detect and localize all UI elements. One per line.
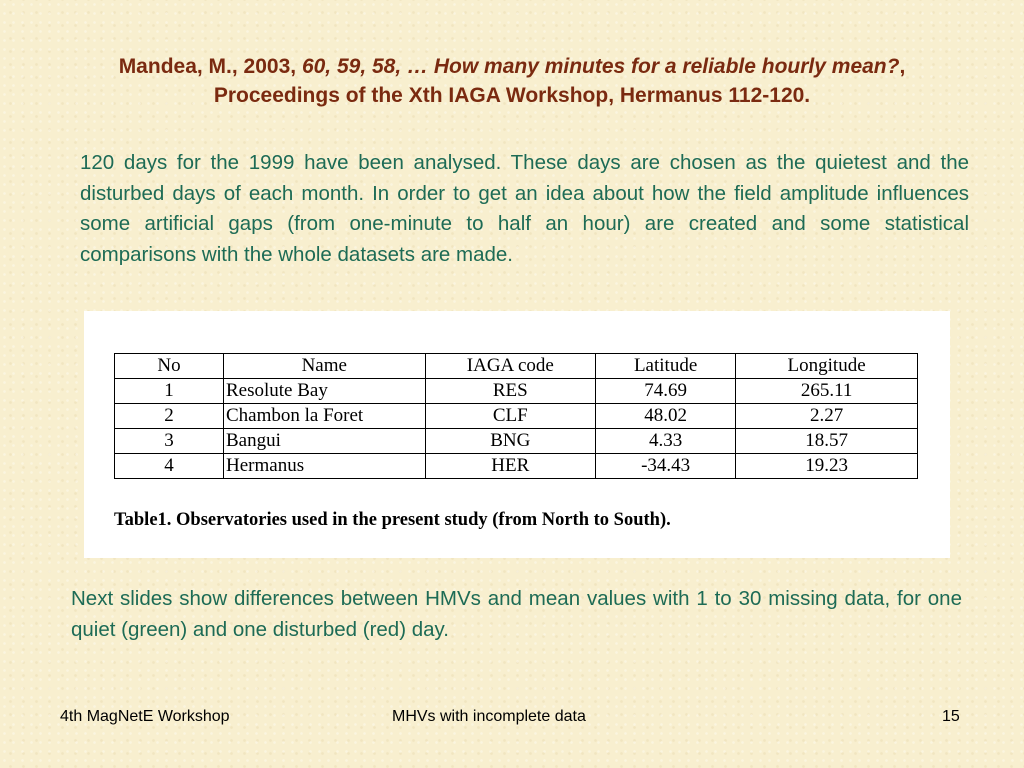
title-suffix: , [899, 55, 906, 78]
footer-page-number: 15 [942, 708, 960, 725]
table-row [115, 429, 918, 454]
cell-latitude: 74.69 [596, 379, 736, 404]
footer-workshop: 4th MagNetE Workshop [60, 708, 230, 725]
header-iaga-code: IAGA code [425, 354, 596, 379]
cell-latitude: 48.02 [596, 404, 736, 429]
cell-iaga-code: RES [425, 379, 596, 404]
table-row [115, 454, 918, 479]
cell-no: 4 [115, 454, 224, 479]
intro-paragraph: 120 days for the 1999 have been analysed. These days are chosen as the quietest and the disturbed days of each month. In order to get an idea about how the field amplitude influences some artificial gaps (from one-minute to half an hour) are created and some statistical comparisons with the whole datasets are made. [80, 151, 969, 266]
slide-title [0, 52, 1024, 110]
next-slides-paragraph: Next slides show differences between HMVs and mean values with 1 to 30 missing data, for one quiet (green) and one disturbed (red) day. [71, 587, 962, 641]
title-line-1 [0, 52, 1024, 81]
table-row [115, 379, 918, 404]
header-no: No [115, 354, 224, 379]
title-italic: 60, 59, 58, … How many minutes for a reliable hourly mean? [301, 55, 900, 78]
footer-topic: MHVs with incomplete data [392, 708, 586, 725]
cell-longitude: 18.57 [736, 429, 918, 454]
table-row [115, 404, 918, 429]
cell-latitude: -34.43 [596, 454, 736, 479]
cell-longitude: 2.27 [736, 404, 918, 429]
table-header-row [115, 354, 918, 379]
title-prefix: Mandea, M., 2003, [118, 55, 302, 78]
title-line-2: Proceedings of the Xth IAGA Workshop, Hermanus 112-120. [213, 84, 811, 107]
cell-iaga-code: HER [425, 454, 596, 479]
cell-longitude: 265.11 [736, 379, 918, 404]
cell-no: 3 [115, 429, 224, 454]
cell-name: Resolute Bay [224, 379, 426, 404]
cell-longitude: 19.23 [736, 454, 918, 479]
header-latitude: Latitude [596, 354, 736, 379]
observatories-table [114, 353, 918, 479]
cell-name: Chambon la Foret [224, 404, 426, 429]
cell-iaga-code: CLF [425, 404, 596, 429]
cell-no: 1 [115, 379, 224, 404]
table-caption: Table1. Observatories used in the present study (from North to South). [114, 510, 671, 530]
cell-name: Bangui [224, 429, 426, 454]
cell-latitude: 4.33 [596, 429, 736, 454]
cell-iaga-code: BNG [425, 429, 596, 454]
header-name: Name [224, 354, 426, 379]
cell-name: Hermanus [224, 454, 426, 479]
header-longitude: Longitude [736, 354, 918, 379]
table-panel [84, 311, 950, 558]
cell-no: 2 [115, 404, 224, 429]
